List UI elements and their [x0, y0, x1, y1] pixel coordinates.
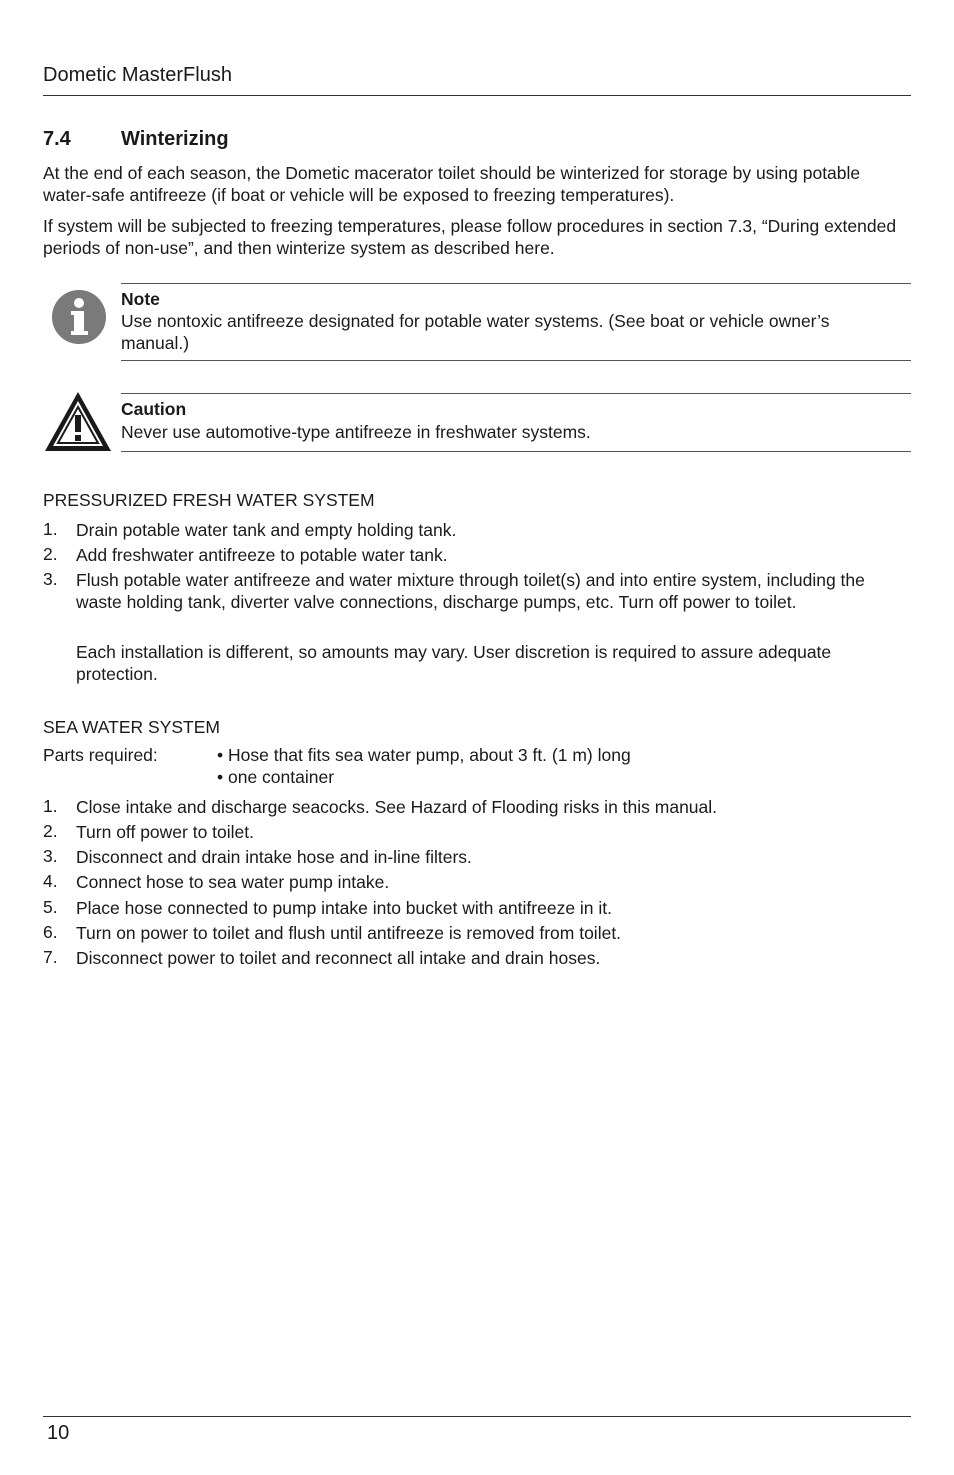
- parts-item: • Hose that fits sea water pump, about 3 ft. (1 m) long: [217, 745, 631, 765]
- list-item-number: 4.: [43, 871, 58, 891]
- list-item-number: 2.: [43, 544, 58, 564]
- list-item-number: 2.: [43, 821, 58, 841]
- note-top-rule: [121, 283, 911, 284]
- list-item: Drain potable water tank and empty holding tank.: [76, 520, 457, 540]
- caution-bottom-rule: [121, 451, 911, 452]
- list-item-number: 3.: [43, 846, 58, 866]
- parts-item: • one container: [217, 767, 335, 787]
- list-item-number: 1.: [43, 796, 58, 816]
- header-rule: [43, 95, 911, 96]
- caution-top-rule: [121, 393, 911, 394]
- page-number: 10: [47, 1422, 70, 1444]
- section-title: Winterizing: [121, 128, 229, 150]
- list-item: Disconnect and drain intake hose and in-line filters.: [76, 847, 472, 867]
- warning-triangle-icon: [43, 390, 113, 453]
- intro-paragraph: At the end of each season, the Dometic macerator toilet should be winterized for storage by using potable water-safe antifreeze (if boat or vehicle will be exposed to freezing temperatures).: [43, 163, 861, 205]
- seawater-heading: SEA WATER SYSTEM: [43, 717, 220, 737]
- list-item-number: 1.: [43, 519, 58, 539]
- pressurized-note: Each installation is different, so amounts may vary. User discretion is required to assure adequate protection.: [76, 642, 832, 684]
- caution-text: Never use automotive-type antifreeze in freshwater systems.: [121, 422, 591, 442]
- pressurized-heading: PRESSURIZED FRESH WATER SYSTEM: [43, 490, 375, 510]
- info-icon: [51, 289, 107, 345]
- list-item: Turn off power to toilet.: [76, 822, 255, 842]
- caution-heading: Caution: [121, 399, 187, 419]
- document-header-title: Dometic MasterFlush: [43, 64, 232, 86]
- list-item: Place hose connected to pump intake into bucket with antifreeze in it.: [76, 898, 613, 918]
- note-bottom-rule: [121, 360, 911, 361]
- footer-rule: [43, 1416, 911, 1417]
- list-item: Disconnect power to toilet and reconnect all intake and drain hoses.: [76, 948, 601, 968]
- list-item: Flush potable water antifreeze and water mixture through toilet(s) and into entire system, including the waste holding tank, diverter valve connections, discharge pumps, etc. Turn off power to toilet.: [76, 570, 865, 612]
- list-item-number: 5.: [43, 897, 58, 917]
- section-number: 7.4: [43, 128, 71, 150]
- list-item: Close intake and discharge seacocks. See Hazard of Flooding risks in this manual.: [76, 797, 718, 817]
- list-item-number: 6.: [43, 922, 58, 942]
- list-item: Connect hose to sea water pump intake.: [76, 872, 390, 892]
- freezing-paragraph: If system will be subjected to freezing temperatures, please follow procedures in section 7.3, “During extended periods of non-use”, and then winterize system as described here.: [43, 216, 897, 258]
- list-item-number: 3.: [43, 569, 58, 589]
- list-item: Turn on power to toilet and flush until antifreeze is removed from toilet.: [76, 923, 622, 943]
- note-heading: Note: [121, 289, 160, 309]
- parts-required-label: Parts required:: [43, 745, 158, 765]
- note-text: Use nontoxic antifreeze designated for potable water systems. (See boat or vehicle owner’s manual.): [121, 311, 830, 353]
- list-item: Add freshwater antifreeze to potable water tank.: [76, 545, 448, 565]
- list-item-number: 7.: [43, 947, 58, 967]
